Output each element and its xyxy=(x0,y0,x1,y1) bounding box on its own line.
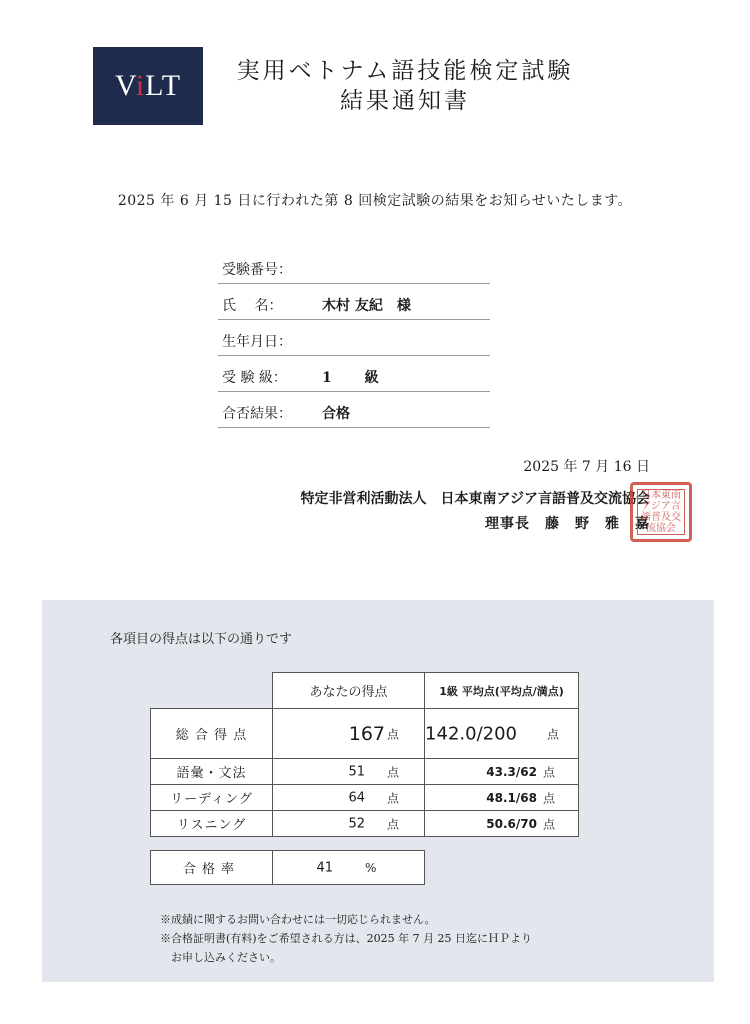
chairman-name: 理事長 藤 野 雅 嘉 xyxy=(485,516,650,532)
pass-rate-cell xyxy=(273,851,425,885)
your-score: 51 xyxy=(348,764,365,779)
field-exam-number xyxy=(218,248,490,284)
seal-text: 日本東南アジア言語普及交流協会 xyxy=(637,489,685,535)
logo-text: ViLT xyxy=(114,69,182,102)
your-score: 167 xyxy=(348,722,385,745)
your-score-cell xyxy=(273,709,425,759)
field-label: 合否結果： xyxy=(222,406,292,422)
pass-rate-value: 41 xyxy=(316,860,333,875)
unit: 点 xyxy=(543,817,556,831)
field-value: 合格 xyxy=(322,406,350,422)
pass-rate-unit: % xyxy=(365,860,377,875)
field-result xyxy=(218,392,490,428)
your-score-cell xyxy=(273,759,425,785)
table-row xyxy=(151,785,579,811)
field-label: 氏 名： xyxy=(222,298,283,314)
issue-date: 2025 年 7 月 16 日 xyxy=(523,459,650,475)
row-label: 語彙・文法 xyxy=(151,759,273,785)
document-title xyxy=(215,56,595,116)
table-row xyxy=(151,759,579,785)
field-value: 1 級 xyxy=(322,370,379,386)
average-cell xyxy=(425,759,579,785)
table-row xyxy=(151,811,579,837)
note-line: ※合格証明書(有料)をご希望される方は、2025 年 7 月 25 日迄にＨＰより xyxy=(160,932,533,945)
your-score: 64 xyxy=(348,790,365,805)
unit: 点 xyxy=(387,765,400,779)
score-heading: 各項目の得点は以下の通りです xyxy=(110,632,293,647)
field-grade xyxy=(218,356,490,392)
field-birthdate xyxy=(218,320,490,356)
intro-text: 2025 年 6 月 15 日に行われた第 8 回検定試験の結果をお知らせいたします。 xyxy=(117,193,633,209)
field-value: 木村 友紀 様 xyxy=(322,298,411,314)
row-label: 総 合 得 点 xyxy=(151,709,273,759)
unit: 点 xyxy=(543,791,556,805)
vilt-logo xyxy=(93,47,203,125)
average-cell xyxy=(425,811,579,837)
col-header-average: 1級 平均点(平均点/満点) xyxy=(425,673,579,709)
score-panel xyxy=(42,600,714,982)
average-score: 48.1/68 xyxy=(486,790,537,805)
average-score: 142.0/200 xyxy=(425,723,517,744)
average-score: 50.6/70 xyxy=(486,816,537,831)
field-label: 生年月日： xyxy=(222,334,292,350)
row-label: リーディング xyxy=(151,785,273,811)
organization-name: 特定非営利活動法人 日本東南アジア言語普及交流協会 xyxy=(300,491,650,507)
title-line-1: 実用ベトナム語技能検定試験 xyxy=(236,58,574,84)
title-line-2: 結果通知書 xyxy=(340,88,470,114)
row-label: リスニング xyxy=(151,811,273,837)
score-table xyxy=(150,672,579,837)
table-row xyxy=(151,851,425,885)
note-line: お申し込みください。 xyxy=(160,951,281,964)
average-cell xyxy=(425,709,579,759)
candidate-info xyxy=(218,248,490,428)
unit: 点 xyxy=(547,727,560,741)
average-score: 43.3/62 xyxy=(486,764,537,779)
unit: 点 xyxy=(543,765,556,779)
your-score-cell xyxy=(273,811,425,837)
notes xyxy=(160,910,532,967)
field-name xyxy=(218,284,490,320)
unit: 点 xyxy=(387,727,400,741)
field-label: 受 験 級： xyxy=(222,370,287,386)
col-header-your-score: あなたの得点 xyxy=(273,673,425,709)
pass-rate-label: 合格率 xyxy=(151,851,273,885)
table-header-row xyxy=(151,673,579,709)
official-seal xyxy=(630,482,692,542)
your-score-cell xyxy=(273,785,425,811)
unit: 点 xyxy=(387,791,400,805)
average-cell xyxy=(425,785,579,811)
field-label: 受験番号： xyxy=(222,262,292,278)
note-line: ※成績に関するお問い合わせには一切応じられません。 xyxy=(160,913,436,926)
pass-rate-table xyxy=(150,850,425,885)
your-score: 52 xyxy=(348,816,365,831)
unit: 点 xyxy=(387,817,400,831)
table-row xyxy=(151,709,579,759)
